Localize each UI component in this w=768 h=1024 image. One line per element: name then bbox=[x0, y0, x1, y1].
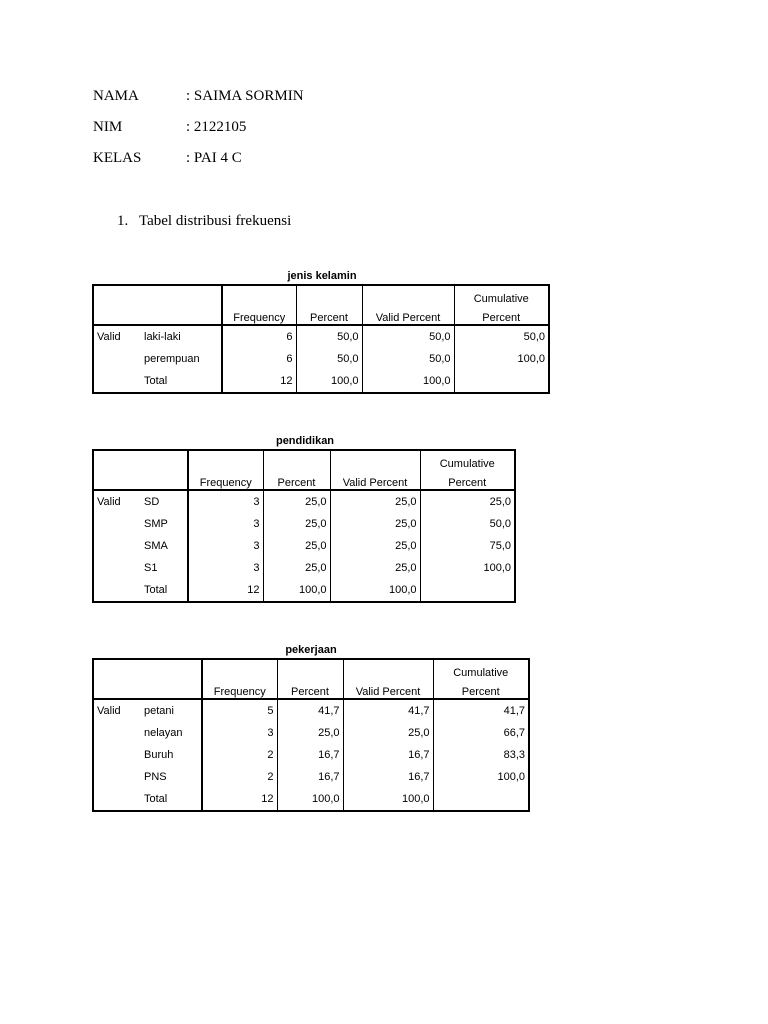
percent-cell: 50,0 bbox=[296, 325, 362, 348]
table-title: jenis kelamin bbox=[287, 270, 357, 282]
cumulative-cell bbox=[420, 579, 515, 602]
frequency-cell: 12 bbox=[188, 579, 263, 602]
cumulative-cell: 83,3 bbox=[433, 744, 529, 766]
col-percent: Percent bbox=[263, 470, 330, 490]
row-label: Buruh bbox=[144, 749, 174, 761]
frequency-cell: 2 bbox=[202, 744, 277, 766]
table-row bbox=[93, 557, 515, 579]
table-row bbox=[93, 370, 549, 393]
col-frequency: Frequency bbox=[188, 470, 263, 490]
percent-cell: 50,0 bbox=[296, 348, 362, 370]
table-row bbox=[93, 744, 529, 766]
row-label: SMP bbox=[144, 518, 168, 530]
col-cumulative: Cumulative bbox=[420, 450, 515, 470]
row-label: PNS bbox=[144, 771, 167, 783]
row-label: SMA bbox=[144, 540, 168, 552]
col-cumulative-percent: Percent bbox=[433, 679, 529, 699]
cumulative-cell bbox=[433, 788, 529, 811]
cumulative-cell: 100,0 bbox=[433, 766, 529, 788]
col-valid-percent: Valid Percent bbox=[343, 679, 433, 699]
nama-value: : SAIMA SORMIN bbox=[186, 88, 304, 104]
table-row bbox=[93, 766, 529, 788]
group-label: Valid bbox=[97, 705, 121, 717]
nim-value: : 2122105 bbox=[186, 119, 247, 135]
valid-percent-cell: 100,0 bbox=[362, 370, 454, 393]
valid-percent-cell: 25,0 bbox=[330, 513, 420, 535]
table-row bbox=[93, 325, 549, 348]
section-number: 1. bbox=[117, 213, 129, 229]
row-label: Total bbox=[144, 375, 168, 387]
col-cumulative-percent: Percent bbox=[420, 470, 515, 490]
nim-label: NIM bbox=[93, 119, 123, 135]
frequency-cell: 6 bbox=[222, 348, 296, 370]
frequency-cell: 3 bbox=[188, 557, 263, 579]
table-row bbox=[93, 535, 515, 557]
frequency-cell: 5 bbox=[202, 699, 277, 722]
cumulative-cell: 50,0 bbox=[454, 325, 549, 348]
cumulative-cell bbox=[454, 370, 549, 393]
percent-cell: 25,0 bbox=[263, 557, 330, 579]
col-valid-percent: Valid Percent bbox=[362, 305, 454, 325]
row-label: petani bbox=[144, 705, 174, 717]
percent-cell: 100,0 bbox=[296, 370, 362, 393]
valid-percent-cell: 41,7 bbox=[343, 699, 433, 722]
table-row bbox=[93, 490, 515, 513]
frequency-cell: 2 bbox=[202, 766, 277, 788]
col-cumulative: Cumulative bbox=[433, 659, 529, 679]
valid-percent-cell: 25,0 bbox=[330, 557, 420, 579]
frequency-cell: 6 bbox=[222, 325, 296, 348]
col-percent: Percent bbox=[296, 305, 362, 325]
col-frequency: Frequency bbox=[222, 305, 296, 325]
table-row bbox=[93, 699, 529, 722]
cumulative-cell: 75,0 bbox=[420, 535, 515, 557]
row-label: laki-laki bbox=[144, 331, 181, 343]
frequency-cell: 12 bbox=[222, 370, 296, 393]
frequency-cell: 3 bbox=[188, 535, 263, 557]
cumulative-cell: 41,7 bbox=[433, 699, 529, 722]
col-frequency: Frequency bbox=[202, 679, 277, 699]
percent-cell: 25,0 bbox=[263, 535, 330, 557]
percent-cell: 25,0 bbox=[263, 490, 330, 513]
col-valid-percent: Valid Percent bbox=[330, 470, 420, 490]
table-row bbox=[93, 788, 529, 811]
frequency-cell: 3 bbox=[202, 722, 277, 744]
percent-cell: 100,0 bbox=[263, 579, 330, 602]
table-title: pekerjaan bbox=[285, 644, 337, 656]
table-title: pendidikan bbox=[275, 435, 335, 447]
table-row bbox=[93, 722, 529, 744]
valid-percent-cell: 16,7 bbox=[343, 766, 433, 788]
valid-percent-cell: 50,0 bbox=[362, 325, 454, 348]
valid-percent-cell: 25,0 bbox=[343, 722, 433, 744]
row-label: Total bbox=[144, 793, 168, 805]
table-row bbox=[93, 513, 515, 535]
percent-cell: 16,7 bbox=[277, 766, 343, 788]
percent-cell: 41,7 bbox=[277, 699, 343, 722]
row-label: S1 bbox=[144, 562, 158, 574]
percent-cell: 100,0 bbox=[277, 788, 343, 811]
valid-percent-cell: 16,7 bbox=[343, 744, 433, 766]
kelas-value: : PAI 4 C bbox=[186, 150, 242, 166]
row-label: Total bbox=[144, 584, 168, 596]
section-title: Tabel distribusi frekuensi bbox=[139, 213, 292, 229]
row-label: nelayan bbox=[144, 727, 183, 739]
col-cumulative-percent: Percent bbox=[454, 305, 549, 325]
frequency-table bbox=[92, 449, 516, 603]
col-cumulative: Cumulative bbox=[454, 285, 549, 305]
valid-percent-cell: 50,0 bbox=[362, 348, 454, 370]
col-percent: Percent bbox=[277, 679, 343, 699]
group-label: Valid bbox=[97, 496, 121, 508]
valid-percent-cell: 100,0 bbox=[330, 579, 420, 602]
row-label: perempuan bbox=[144, 353, 200, 365]
valid-percent-cell: 25,0 bbox=[330, 535, 420, 557]
group-label: Valid bbox=[97, 331, 121, 343]
kelas-label: KELAS bbox=[93, 150, 142, 166]
frequency-table bbox=[92, 284, 550, 394]
frequency-cell: 12 bbox=[202, 788, 277, 811]
cumulative-cell: 50,0 bbox=[420, 513, 515, 535]
table-row bbox=[93, 348, 549, 370]
cumulative-cell: 66,7 bbox=[433, 722, 529, 744]
frequency-cell: 3 bbox=[188, 490, 263, 513]
frequency-table bbox=[92, 658, 530, 812]
percent-cell: 25,0 bbox=[277, 722, 343, 744]
cumulative-cell: 25,0 bbox=[420, 490, 515, 513]
section-heading bbox=[117, 213, 291, 230]
table-row bbox=[93, 579, 515, 602]
frequency-cell: 3 bbox=[188, 513, 263, 535]
valid-percent-cell: 25,0 bbox=[330, 490, 420, 513]
cumulative-cell: 100,0 bbox=[454, 348, 549, 370]
nama-label: NAMA bbox=[93, 88, 139, 104]
row-label: SD bbox=[144, 496, 160, 508]
percent-cell: 25,0 bbox=[263, 513, 330, 535]
cumulative-cell: 100,0 bbox=[420, 557, 515, 579]
percent-cell: 16,7 bbox=[277, 744, 343, 766]
valid-percent-cell: 100,0 bbox=[343, 788, 433, 811]
